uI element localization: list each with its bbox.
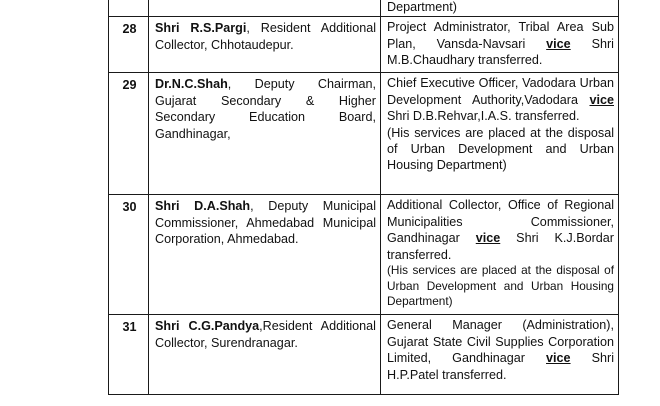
replaced-officer: Shri K.J.Bordar transferred.: [387, 231, 614, 262]
serial-number: 29: [109, 73, 149, 195]
posting-text: Chief Executive Officer, Vadodara Urban Development Authority,Vadodara: [387, 76, 614, 107]
disposal-note: (His services are placed at the disposal of Urban Development and Urban Housing Department): [387, 125, 614, 173]
vice-label: vice: [475, 231, 501, 246]
replaced-officer: Shri H.P.Patel transferred.: [387, 351, 614, 382]
replaced-officer: Shri M.B.Chaudhary transferred.: [387, 36, 614, 68]
officer-cell: [149, 73, 381, 195]
table-row: [109, 17, 619, 73]
posting-cell: [381, 195, 619, 315]
officer-name: Shri R.S.Pargi: [155, 21, 247, 36]
officer-post: , Deputy Chairman, Gujarat Secondary & Higher Secondary Education Board, Gandhinagar,: [155, 77, 376, 141]
serial-cell: [109, 0, 149, 17]
posting-cell: [381, 0, 619, 17]
posting-cell: [381, 315, 619, 395]
table-row: [109, 0, 619, 17]
officer-name: Shri D.A.Shah: [155, 199, 251, 214]
officer-name: Shri C.G.Pandya: [155, 319, 260, 334]
officer-post: ,Resident Additional Collector, Surendranagar.: [155, 319, 376, 350]
officer-post: , Deputy Municipal Commissioner, Ahmedabad Municipal Corporation, Ahmedabad.: [155, 199, 376, 247]
serial-number: 31: [109, 315, 149, 395]
transfer-orders-table: [108, 0, 619, 395]
posting-cell: [381, 73, 619, 195]
serial-number: 30: [109, 195, 149, 315]
table-row: [109, 73, 619, 195]
posting-text: Additional Collector, Office of Regional Municipalities Commissioner, Gandhinagar: [387, 198, 614, 246]
vice-label: vice: [546, 36, 571, 51]
replaced-officer: Shri D.B.Rehvar,I.A.S. transferred.: [387, 109, 580, 124]
officer-cell: [149, 195, 381, 315]
vice-label: vice: [546, 351, 571, 366]
posting-text: General Manager (Administration), Gujarat State Civil Supplies Corporation Limited, Gandhinagar: [387, 318, 614, 366]
posting-text: Project Administrator, Tribal Area Sub Plan, Vansda-Navsari: [387, 20, 614, 51]
officer-cell: [149, 17, 381, 73]
posting-cell: [381, 17, 619, 73]
continued-text: Department): [387, 0, 457, 14]
serial-number: 28: [109, 17, 149, 73]
officer-name: Dr.N.C.Shah: [155, 77, 228, 92]
table-row: [109, 315, 619, 395]
table-row: [109, 195, 619, 315]
disposal-note: (His services are placed at the disposal of Urban Development and Urban Housing Department): [387, 263, 614, 309]
officer-cell: [149, 315, 381, 395]
vice-label: vice: [589, 92, 614, 107]
officer-cell: [149, 0, 381, 17]
officer-post: , Resident Additional Collector, Chhotaudepur.: [155, 21, 377, 52]
